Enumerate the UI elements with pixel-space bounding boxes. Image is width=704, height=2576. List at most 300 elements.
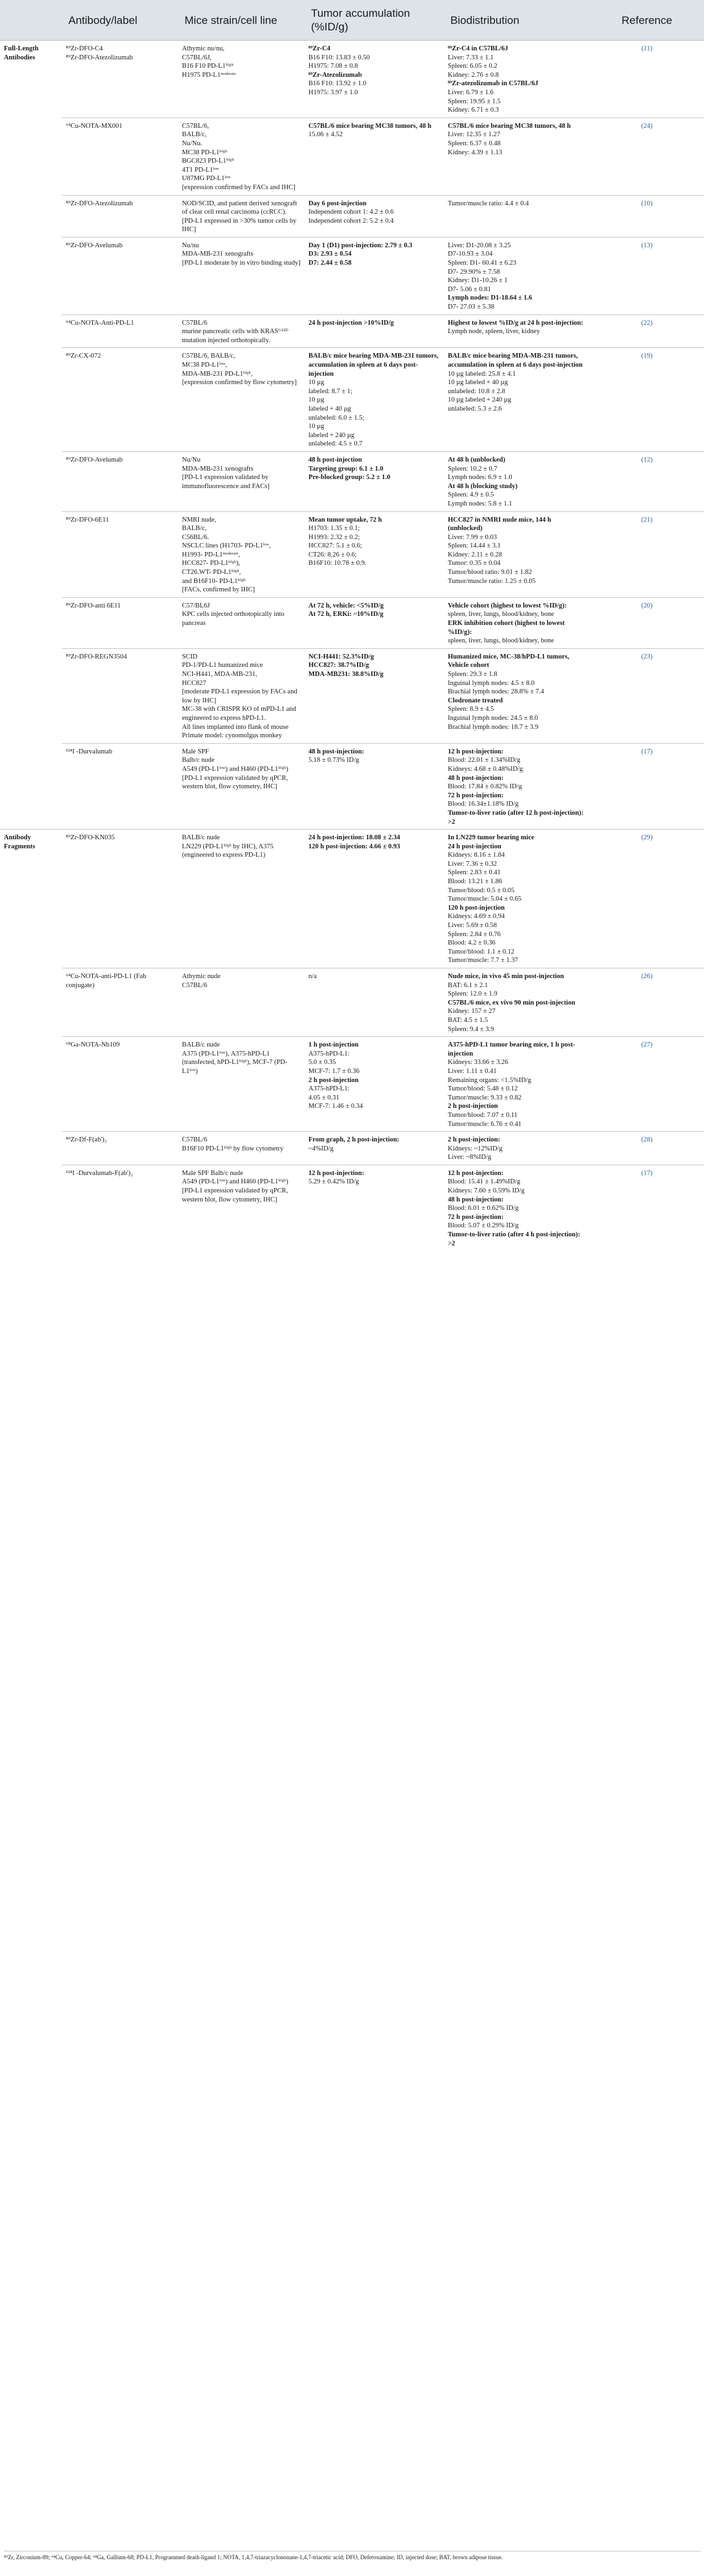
category-cell xyxy=(0,648,62,743)
tumor-accumulation-cell xyxy=(305,1037,444,1132)
reference-link[interactable]: (29) xyxy=(590,830,704,968)
mice-strain-line: HCC827- PD-L1ʰⁱᵍʰ), xyxy=(182,560,241,567)
biodistribution-line: 12 h post-injection: xyxy=(448,748,504,755)
category-cell xyxy=(0,314,62,348)
tumor-accumulation-line: A375-hPD-L1: xyxy=(308,1085,350,1093)
tumor-accumulation-line: Day 1 (D1) post-injection: 2.79 ± 0.3 xyxy=(308,241,412,249)
biodistribution-line: 2 h post-injection: xyxy=(448,1136,501,1144)
tumor-accumulation-line: Targeting group: 6.1 ± 1.0 xyxy=(308,465,384,473)
biodistribution-line: Blood: 4.2 ± 0.36 xyxy=(448,939,496,947)
tumor-accumulation-line: ⁸⁹Zr-Atezolizumab xyxy=(308,71,362,79)
category-cell xyxy=(0,348,62,452)
mice-strain-line: BALB/c nude xyxy=(182,834,220,842)
header-antibody-label: Antibody/label xyxy=(62,0,178,41)
mice-strain-line: Male SPF xyxy=(182,748,209,755)
tumor-accumulation-line: Independent cohort 2: 5.2 ± 0.4 xyxy=(308,217,394,225)
tumor-accumulation-line: B16F10: 10.78 ± 0.9. xyxy=(308,560,367,567)
mice-strain-line: CT26.WT- PD-L1ʰⁱᵍʰ, xyxy=(182,569,241,577)
header-tumor-accumulation: Tumor accumulation (%ID/g) xyxy=(305,0,444,41)
tumor-accumulation-line: H1993: 2.32 ± 0.2; xyxy=(308,533,360,541)
tumor-accumulation-line: HCC827: 5.1 ± 0.6; xyxy=(308,542,363,550)
mice-strain-line: B16F10 PD-L1ʰⁱᵍʰ by flow cytometry xyxy=(182,1145,284,1152)
biodistribution-line: Tumor: 0.35 ± 0.04 xyxy=(448,560,501,567)
biodistribution-cell xyxy=(444,511,590,597)
mice-strain-cell xyxy=(178,1132,305,1165)
biodistribution-line: Tumor/blood: 0.5 ± 0.05 xyxy=(448,886,515,894)
biodistribution-line: 72 h post-injection: xyxy=(448,792,504,799)
biodistribution-line: Spleen: 10.2 ± 0.7 xyxy=(448,465,498,473)
biodistribution-line: Tumor-to-liver ratio (after 4 h post-injection): >2 xyxy=(448,1231,581,1247)
category-cell xyxy=(0,1132,62,1165)
table-row xyxy=(0,648,704,743)
mice-strain-line: NOD/SCID, and patient derived xenograft of clear cell renal carcinoma (ccRCC). xyxy=(182,199,297,216)
biodistribution-cell xyxy=(444,41,590,118)
biodistribution-line: At 48 h (unblocked) xyxy=(448,456,505,464)
tumor-accumulation-line: MCF-7: 1.46 ± 0.34 xyxy=(308,1103,363,1110)
tumor-accumulation-line: 1 h post-injection xyxy=(308,1041,359,1049)
biodistribution-cell xyxy=(444,348,590,452)
tumor-accumulation-line: 5.0 ± 0.35 xyxy=(308,1059,336,1067)
category-cell xyxy=(0,1037,62,1132)
tumor-accumulation-line: H1975: 3.97 ± 1.0 xyxy=(308,88,358,96)
biodistribution-line: 120 h post-injection xyxy=(448,904,505,912)
antibody-label-cell xyxy=(62,597,178,648)
biodistribution-line: unlabeled: 5.3 ± 2.6 xyxy=(448,405,502,413)
biodistribution-line: Inguinal lymph nodes: 24.5 ± 8.0 xyxy=(448,714,538,722)
mice-strain-line: HCC827 xyxy=(182,679,206,687)
table-row xyxy=(0,195,704,237)
reference-link[interactable]: (13) xyxy=(590,237,704,314)
mice-strain-line: C57BL/6 xyxy=(182,1136,208,1144)
header-reference: Reference xyxy=(590,0,704,41)
tumor-accumulation-cell xyxy=(305,597,444,648)
biodistribution-line: 2 h post-injection xyxy=(448,1103,498,1110)
biodistribution-line: Tumor/muscle: 7.7 ± 1.37 xyxy=(448,957,518,965)
biodistribution-line: Liver: 12.35 ± 1.27 xyxy=(448,131,501,139)
biodistribution-cell xyxy=(444,1037,590,1132)
biodistribution-line: Liver: 7.99 ± 0.03 xyxy=(448,533,498,541)
table-row xyxy=(0,237,704,314)
tumor-accumulation-cell xyxy=(305,118,444,195)
biodistribution-line: Blood: 16.34±1.18% ID/g xyxy=(448,801,519,808)
biodistribution-line: Brachial lymph nodes: 28.8% ± 7.4 xyxy=(448,688,544,696)
mice-strain-line: C57/BL6J xyxy=(182,602,210,609)
biodistribution-line: Kidney: 2.11 ± 0.28 xyxy=(448,551,502,558)
biodistribution-line: Lymph node, spleen, liver, kidney xyxy=(448,328,540,336)
tumor-accumulation-line: unlabeled: 6.0 ± 1.5; xyxy=(308,414,365,422)
reference-link[interactable]: (19) xyxy=(590,348,704,452)
header-biodistribution: Biodistribution xyxy=(444,0,590,41)
tumor-accumulation-line: 10 µg xyxy=(308,379,325,387)
biodistribution-line: unlabeled: 10.8 ± 2.8 xyxy=(448,387,505,395)
mice-strain-line: H1975 PD-L1ᵐᵒᵈᵉʳᵃᵗᵉ xyxy=(182,71,236,79)
biodistribution-line: Tumor/blood: 5.48 ± 0.12 xyxy=(448,1085,518,1093)
biodistribution-line: Nude mice, in vivo 45 min post-injection xyxy=(448,973,564,980)
biodistribution-line: Blood: 5.07 ± 0.29% ID/g xyxy=(448,1222,519,1230)
biodistribution-table xyxy=(0,0,704,1251)
tumor-accumulation-line: BALB/c mice bearing MDA-MB-231 tumors, accumulation in spleen at 6 days post-injection xyxy=(308,353,439,378)
biodistribution-line: Tumor/muscle: 9.33 ± 0.82 xyxy=(448,1094,522,1101)
tumor-accumulation-line: H1703: 1.35 ± 0.1; xyxy=(308,525,360,533)
antibody-label-cell xyxy=(62,314,178,348)
category-cell xyxy=(0,451,62,511)
biodistribution-line: Tumor/muscle ratio: 4.4 ± 0.4 xyxy=(448,199,529,207)
tumor-accumulation-line: B16 F10: 13.92 ± 1.0 xyxy=(308,80,367,88)
biodistribution-line: BALB/c mice bearing MDA-MB-231 tumors, accumulation in spleen at 6 days post-injection xyxy=(448,353,583,369)
antibody-label-cell xyxy=(62,648,178,743)
biodistribution-line: C57BL/6 mice bearing MC38 tumors, 48 h xyxy=(448,122,571,130)
mice-strain-line: C57BL/6 xyxy=(182,319,208,327)
biodistribution-table-container xyxy=(0,0,704,1251)
tumor-accumulation-line: At 72 h, ERKi: ~10%ID/g xyxy=(308,611,384,618)
biodistribution-line: Kidneys: 8.16 ± 1.84 xyxy=(448,852,505,859)
biodistribution-cell xyxy=(444,195,590,237)
tumor-accumulation-cell xyxy=(305,830,444,968)
antibody-label-line: ⁸⁹Zr-DFO-anti 6E11 xyxy=(66,602,121,609)
reference-link[interactable]: (17) xyxy=(590,743,704,829)
biodistribution-line: Blood: 15.41 ± 1.49%ID/g xyxy=(448,1178,521,1186)
tumor-accumulation-line: 4.05 ± 0.31 xyxy=(308,1094,339,1101)
mice-strain-cell xyxy=(178,237,305,314)
biodistribution-line: Spleen: 4.9 ± 0.5 xyxy=(448,491,494,499)
biodistribution-line: Spleen: 2.84 ± 0.76 xyxy=(448,930,501,938)
biodistribution-line: Tumor/muscle: 6.76 ± 0.41 xyxy=(448,1120,522,1128)
biodistribution-line: Spleen: 2.83 ± 0.41 xyxy=(448,869,501,877)
biodistribution-line: Spleen: 6.37 ± 0.48 xyxy=(448,139,501,147)
antibody-label-line: ⁸⁹Zr-DFO-Atezolizumab xyxy=(66,54,133,61)
mice-strain-line: LN229 (PD-L1ʰⁱᵍʰ by IHC), A375 (engineered to express PD-L1) xyxy=(182,843,274,859)
mice-strain-line: Nu/Nu xyxy=(182,456,201,464)
category-cell xyxy=(0,597,62,648)
reference-link[interactable]: (20) xyxy=(590,597,704,648)
mice-strain-line: Nu/Nu. xyxy=(182,139,203,147)
category-cell xyxy=(0,195,62,237)
mice-strain-line: C57BL/6J, xyxy=(182,54,212,61)
mice-strain-line: 4T1 PD-L1ˡᵒʷ xyxy=(182,166,219,174)
antibody-label-line: ⁶⁴Cu-NOTA-MX001 xyxy=(66,122,123,130)
table-row xyxy=(0,348,704,452)
antibody-label-line: ⁸⁹Zr-CX-072 xyxy=(66,353,101,360)
mice-strain-cell xyxy=(178,968,305,1037)
mice-strain-line: BALB/c, xyxy=(182,131,207,139)
mice-strain-cell xyxy=(178,348,305,452)
tumor-accumulation-line: 12 h post-injection: xyxy=(308,1169,365,1177)
antibody-label-cell xyxy=(62,511,178,597)
tumor-accumulation-cell xyxy=(305,1165,444,1251)
mice-strain-line: [PD-L1 expressed in >30% tumor cells by IHC] xyxy=(182,217,297,234)
mice-strain-cell xyxy=(178,195,305,237)
table-row xyxy=(0,451,704,511)
biodistribution-line: Liver: 7.36 ± 0.32 xyxy=(448,860,498,868)
biodistribution-line: 12 h post-injection: xyxy=(448,1169,504,1177)
biodistribution-line: 10 µg labeled + 240 µg xyxy=(448,396,512,404)
tumor-accumulation-line: 24 h post-injection: 18.08 ± 2.34 xyxy=(308,834,400,842)
tumor-accumulation-line: Pre-blocked group: 5.2 ± 1.0 xyxy=(308,474,390,482)
antibody-label-cell xyxy=(62,451,178,511)
tumor-accumulation-cell xyxy=(305,314,444,348)
biodistribution-cell xyxy=(444,1132,590,1165)
biodistribution-line: Liver: D1-20.08 ± 3.25 xyxy=(448,241,511,249)
mice-strain-line: murine pancreatic cells with KRASᴳ¹²ᴰ mutation injected orthotopically. xyxy=(182,328,288,344)
reference-link[interactable]: (17) xyxy=(590,1165,704,1251)
tumor-accumulation-cell xyxy=(305,511,444,597)
mice-strain-cell xyxy=(178,1165,305,1251)
header-mice-strain: Mice strain/cell line xyxy=(178,0,305,41)
biodistribution-cell xyxy=(444,314,590,348)
reference-link[interactable]: (24) xyxy=(590,118,704,195)
biodistribution-line: HCC827 in NMRI nude mice, 144 h (unblocked) xyxy=(448,516,552,533)
antibody-label-line: ⁸⁹Zr-DFO-6E11 xyxy=(66,516,109,524)
tumor-accumulation-line: D7: 2.44 ± 0.58 xyxy=(308,260,352,267)
mice-strain-cell xyxy=(178,41,305,118)
reference-link[interactable]: (23) xyxy=(590,648,704,743)
mice-strain-line: C57BL/6 xyxy=(182,981,208,989)
tumor-accumulation-cell xyxy=(305,743,444,829)
tumor-accumulation-line: unlabeled: 4.5 ± 0.7 xyxy=(308,440,363,448)
tumor-accumulation-line: Independent cohort 1: 4.2 ± 0.6 xyxy=(308,209,394,216)
mice-strain-line: PD-1/PD-L1 humanized mice xyxy=(182,662,263,670)
biodistribution-cell xyxy=(444,743,590,829)
mice-strain-line: C57BL/6, xyxy=(182,122,209,130)
mice-strain-line: Primate model: cynomolgus monkey xyxy=(182,732,282,740)
biodistribution-cell xyxy=(444,597,590,648)
table-row xyxy=(0,743,704,829)
mice-strain-line: C57BL/6, BALB/c, xyxy=(182,353,236,360)
tumor-accumulation-cell xyxy=(305,41,444,118)
table-row xyxy=(0,41,704,118)
category-cell xyxy=(0,511,62,597)
biodistribution-line: Spleen: 9.4 ± 3.9 xyxy=(448,1025,494,1033)
biodistribution-line: Kidneys: 7.60 ± 0.59% ID/g xyxy=(448,1187,525,1195)
tumor-accumulation-line: NCI-H441: 52.3%ID/g xyxy=(308,653,374,660)
category-cell xyxy=(0,237,62,314)
biodistribution-line: Kidney: 4.39 ± 1.13 xyxy=(448,148,503,156)
tumor-accumulation-cell xyxy=(305,237,444,314)
biodistribution-line: Vehicle cohort (highest to lowest %ID/g): xyxy=(448,602,567,609)
biodistribution-line: spleen, liver, lungs, blood/kidney, bone xyxy=(448,637,554,645)
tumor-accumulation-line: H1975: 7.08 ± 0.8 xyxy=(308,63,358,70)
reference-link[interactable]: (12) xyxy=(590,451,704,511)
mice-strain-cell xyxy=(178,314,305,348)
biodistribution-line: Tumor-to-liver ratio (after 12 h post-injection): >2 xyxy=(448,809,584,826)
tumor-accumulation-line: HCC827: 38.7%ID/g xyxy=(308,662,369,670)
table-row xyxy=(0,1165,704,1251)
tumor-accumulation-line: 10 µg xyxy=(308,423,325,431)
mice-strain-line: [PD-L1 expression validated by immunofluorescence and FACs] xyxy=(182,474,270,490)
mice-strain-line: Balb/c nude xyxy=(182,757,215,764)
biodistribution-line: Spleen: 12.0 ± 1.9 xyxy=(448,990,498,998)
antibody-label-line: ⁸⁹Zr-DFO-Atezolizumab xyxy=(66,199,133,207)
mice-strain-line: [expression confirmed by flow cytometry] xyxy=(182,379,297,387)
tumor-accumulation-line: 5.18 ± 0.73% ID/g xyxy=(308,757,359,764)
mice-strain-line: NMRI nude, xyxy=(182,516,217,524)
biodistribution-line: Kidneys: 33.66 ± 3.26 xyxy=(448,1059,508,1067)
antibody-label-line: ⁸⁹Zr-Df-F(ab')₂ xyxy=(66,1136,107,1144)
biodistribution-line: In LN229 tumor bearing mice xyxy=(448,834,534,842)
mice-strain-cell xyxy=(178,118,305,195)
biodistribution-cell xyxy=(444,1165,590,1251)
category-cell xyxy=(0,118,62,195)
reference-link[interactable]: (11) xyxy=(641,45,653,52)
biodistribution-line: Kidneys: 4.69 ± 0.94 xyxy=(448,913,505,921)
biodistribution-line: Kidneys: 4.68 ± 0.48%ID/g xyxy=(448,765,523,773)
antibody-label-line: ⁶⁴Cu-NOTA-Anti-PD-L1 xyxy=(66,319,134,327)
biodistribution-line: 24 h post-injection xyxy=(448,843,501,850)
tumor-accumulation-line: Mean tumor uptake, 72 h xyxy=(308,516,382,524)
reference-link[interactable]: (22) xyxy=(590,314,704,348)
biodistribution-line: Tumor/blood: 7.07 ± 0.11 xyxy=(448,1111,518,1119)
biodistribution-line: Lymph nodes: D1-18.64 ± 1.6 xyxy=(448,294,532,302)
biodistribution-line: At 48 h (blocking study) xyxy=(448,482,518,490)
mice-strain-line: MC-38 with CRISPR KO of mPD-L1 and engineered to express hPD-L1. xyxy=(182,706,296,722)
antibody-label-cell xyxy=(62,1037,178,1132)
biodistribution-line: Kidney: 157 ± 27 xyxy=(448,1008,496,1016)
antibody-label-line: ⁶⁸Ga-NOTA-Nb109 xyxy=(66,1041,120,1049)
mice-strain-line: [PD-L1 moderate by in vitro binding study] xyxy=(182,260,301,267)
antibody-label-line: ⁸⁹Zr-DFO-Avelumab xyxy=(66,456,123,464)
table-body xyxy=(0,41,704,1251)
antibody-label-cell xyxy=(62,743,178,829)
biodistribution-line: ⁸⁹Zr-atezolizumab in C57BL/6J xyxy=(448,80,539,88)
reference-link[interactable]: (27) xyxy=(590,1037,704,1132)
mice-strain-line: B16 F10 PD-L1ʰⁱᵍʰ xyxy=(182,63,234,70)
mice-strain-line: MC38 PD-L1ʰⁱᵍʰ xyxy=(182,148,228,156)
biodistribution-line: Tumor/blood ratio: 9.01 ± 1.82 xyxy=(448,569,532,577)
biodistribution-line: BAT: 4.5 ± 1.5 xyxy=(448,1016,488,1024)
tumor-accumulation-line: 10 µg xyxy=(308,396,325,404)
mice-strain-cell xyxy=(178,451,305,511)
mice-strain-line: A549 (PD-L1ˡᵒʷ) and H460 (PD-L1ʰⁱᵍʰ) xyxy=(182,1178,288,1186)
antibody-label-cell xyxy=(62,1165,178,1251)
mice-strain-line: Athymic nude xyxy=(182,973,221,980)
category-cell xyxy=(0,1165,62,1251)
mice-strain-line: U87MG PD-L1ˡᵒʷ xyxy=(182,175,231,183)
biodistribution-line: 10 µg labeled + 40 µg xyxy=(448,379,508,387)
mice-strain-line: SCID xyxy=(182,653,197,660)
tumor-accumulation-line: C57BL/6 mice bearing MC38 tumors, 48 h xyxy=(308,122,432,130)
biodistribution-cell xyxy=(444,118,590,195)
mice-strain-cell xyxy=(178,1037,305,1132)
tumor-accumulation-line: 5.29 ± 0.42% ID/g xyxy=(308,1178,359,1186)
biodistribution-line: Lymph nodes: 5.8 ± 1.1 xyxy=(448,500,512,507)
reference-link[interactable]: (10) xyxy=(590,195,704,237)
biodistribution-line: D7-10.93 ± 3.04 xyxy=(448,250,493,258)
reference-link[interactable]: (21) xyxy=(590,511,704,597)
mice-strain-cell xyxy=(178,648,305,743)
biodistribution-line: Kidney: 6.71 ± 0.3 xyxy=(448,107,499,114)
biodistribution-line: Spleen: 29.3 ± 1.8 xyxy=(448,671,498,678)
biodistribution-line: Liver: 1.11 ± 0.41 xyxy=(448,1067,497,1075)
tumor-accumulation-line: CT26: 8.26 ± 0.6; xyxy=(308,551,357,558)
tumor-accumulation-cell xyxy=(305,451,444,511)
mice-strain-line: [PD-L1 expression validated by qPCR, western blot, flow cytometry, IHC] xyxy=(182,1187,288,1203)
tumor-accumulation-line: ~4%ID/g xyxy=(308,1145,334,1152)
biodistribution-cell xyxy=(444,830,590,968)
antibody-label-line: ⁸⁹Zr-DFO-Avelumab xyxy=(66,241,123,249)
biodistribution-line: D7- 29.90% ± 7.58 xyxy=(448,268,500,276)
biodistribution-line: Inguinal lymph nodes: 4.5 ± 8.0 xyxy=(448,679,535,687)
tumor-accumulation-line: At 72 h, vehicle: <5%ID/g xyxy=(308,602,384,609)
mice-strain-line: BALB/c, xyxy=(182,525,207,533)
antibody-label-cell xyxy=(62,830,178,968)
antibody-label-cell xyxy=(62,1132,178,1165)
biodistribution-line: D7- 27.03 ± 5.38 xyxy=(448,303,494,311)
biodistribution-line: C57BL/6 mice, ex vivo 90 min post-injection xyxy=(448,999,576,1007)
table-row xyxy=(0,118,704,195)
mice-strain-line: All lines implanted into flank of mouse xyxy=(182,723,289,731)
tumor-accumulation-line: labeled + 40 µg xyxy=(308,405,351,413)
biodistribution-line: Liver: 7.33 ± 1.1 xyxy=(448,54,494,61)
table-row xyxy=(0,597,704,648)
antibody-label-cell xyxy=(62,195,178,237)
biodistribution-line: Kidneys: ~12%ID/g xyxy=(448,1145,503,1152)
tumor-accumulation-cell xyxy=(305,968,444,1037)
biodistribution-line: Spleen: D1- 60.41 ± 6.23 xyxy=(448,260,517,267)
mice-strain-line: [moderate PD-L1 expression by FACs and low by IHC] xyxy=(182,688,297,704)
mice-strain-line: C56BL/6. xyxy=(182,533,209,541)
biodistribution-line: Clodronate treated xyxy=(448,697,503,704)
tumor-accumulation-line: ⁸⁹Zr-C4 xyxy=(308,45,330,52)
table-row xyxy=(0,830,704,968)
mice-strain-line: MDA-MB-231 xenografts xyxy=(182,250,254,258)
biodistribution-line: Kidney: 2.76 ± 0.8 xyxy=(448,71,499,79)
mice-strain-cell xyxy=(178,511,305,597)
category-cell: Full-Length Antibodies xyxy=(0,41,62,118)
biodistribution-cell xyxy=(444,237,590,314)
biodistribution-line: Spleen: 19.95 ± 1.5 xyxy=(448,97,501,105)
mice-strain-line: H1993- PD-L1ᵐᵒᵈᵉʳᵃᵗᵉ, xyxy=(182,551,240,558)
mice-strain-line: BGC823 PD-L1ʰⁱᵍʰ xyxy=(182,158,234,165)
tumor-accumulation-line: MDA-MB231: 38.8%ID/g xyxy=(308,671,384,678)
biodistribution-cell xyxy=(444,648,590,743)
tumor-accumulation-line: 48 h post-injection: xyxy=(308,748,365,755)
table-footnote: ⁸⁹Zr, Zirconium-89; ⁶⁴Cu, Copper-64; ⁶⁸Ga, Gallium-68; PD-L1, Programmed death-ligand 1; NOTA, 1,4,7-triazacyclononane-1,4,7-triacetic acid; DFO, Deferoxamine; ID, injected dose; BAT, brown adipose tissue. xyxy=(4,2551,701,2561)
antibody-label-cell xyxy=(62,41,178,118)
mice-strain-line: MDA-MB-231 xenografts xyxy=(182,465,254,473)
biodistribution-line: Spleen: 14.44 ± 3.1 xyxy=(448,542,501,550)
category-cell: Antibody Fragments xyxy=(0,830,62,968)
tumor-accumulation-line: A375-hPD-L1: xyxy=(308,1050,350,1058)
biodistribution-line: spleen, liver, lungs, blood/kidney, bone xyxy=(448,611,554,618)
biodistribution-line: Liver: 5.69 ± 0.58 xyxy=(448,922,498,930)
tumor-accumulation-line: From graph, 2 h post-injection: xyxy=(308,1136,399,1144)
biodistribution-line: 72 h post-injection: xyxy=(448,1213,504,1221)
table-row xyxy=(0,1037,704,1132)
category-cell xyxy=(0,743,62,829)
mice-strain-line: Male SPF Balb/c nude xyxy=(182,1169,243,1177)
biodistribution-line: Blood: 22.01 ± 1.34%ID/g xyxy=(448,757,521,764)
biodistribution-line: Remaining organs: <1.5%ID/g xyxy=(448,1076,532,1084)
antibody-label-line: ⁸⁹Zr-DFO-C4 xyxy=(66,45,103,52)
biodistribution-line: D7- 5.06 ± 0.81 xyxy=(448,285,491,293)
biodistribution-line: Blood: 13.21 ± 1.86 xyxy=(448,878,503,886)
mice-strain-line: KPC cells injected orthotopically into pancreas xyxy=(182,611,285,628)
tumor-accumulation-line: labeled: 8.7 ± 1; xyxy=(308,387,353,395)
tumor-accumulation-line: n/a xyxy=(308,973,317,980)
tumor-accumulation-line: Day 6 post-injection xyxy=(308,199,367,207)
mice-strain-line: A549 (PD-L1ˡᵒʷ) and H460 (PD-L1ʰⁱᵍʰ) xyxy=(182,765,288,773)
biodistribution-line: Kidney: D1-10.26 ± 1 xyxy=(448,277,508,285)
tumor-accumulation-cell xyxy=(305,1132,444,1165)
tumor-accumulation-cell xyxy=(305,348,444,452)
tumor-accumulation-line: 120 h post-injection: 4.66 ± 0.93 xyxy=(308,843,400,850)
reference-link[interactable]: (28) xyxy=(590,1132,704,1165)
antibody-label-cell xyxy=(62,237,178,314)
antibody-label-cell xyxy=(62,118,178,195)
biodistribution-line: BAT: 6.1 ± 2.1 xyxy=(448,981,488,989)
tumor-accumulation-line: 2 h post-injection xyxy=(308,1076,359,1084)
reference-link[interactable]: (26) xyxy=(590,968,704,1037)
